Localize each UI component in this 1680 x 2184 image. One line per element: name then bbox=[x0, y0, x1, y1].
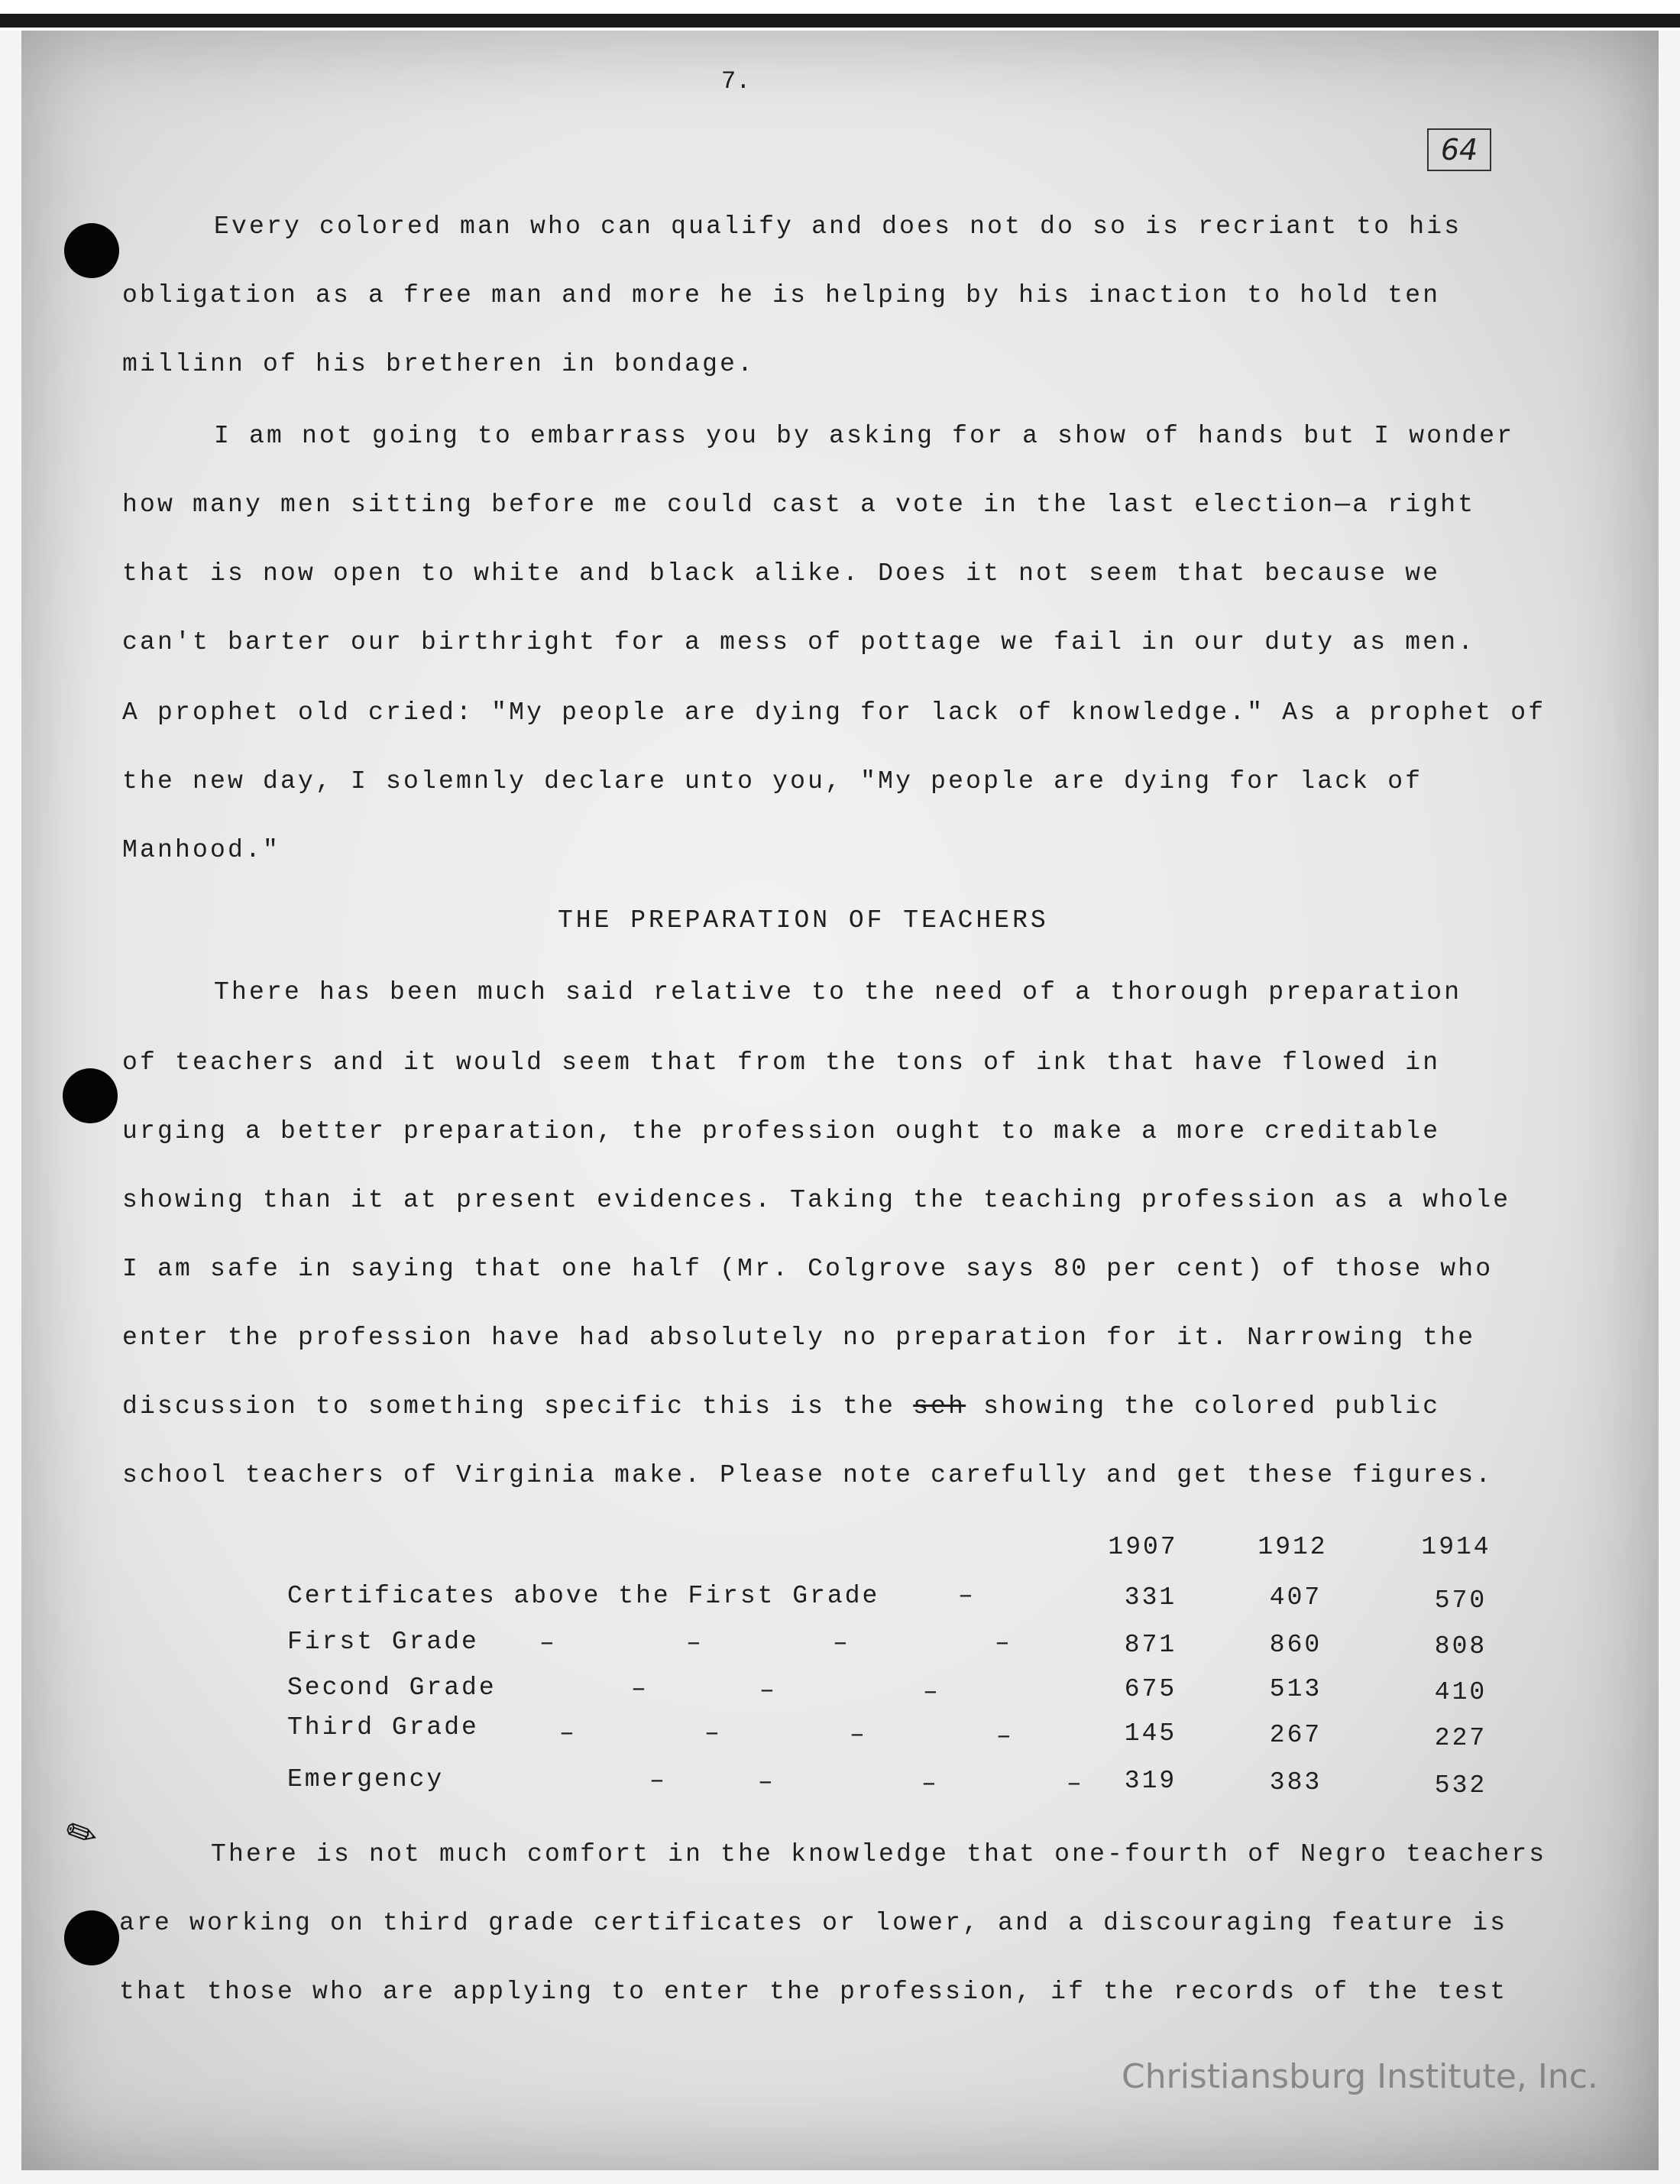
paragraph3-text: showing the colored public bbox=[966, 1392, 1441, 1421]
paragraph4-line: There is not much comfort in the knowledge that one-fourth of Negro teachers bbox=[211, 1840, 1547, 1868]
table-cell: 871 bbox=[1124, 1631, 1177, 1659]
paragraph2-line: that is now open to white and black alike. Does it not seem that because we bbox=[122, 559, 1441, 588]
punch-hole-top bbox=[64, 223, 119, 278]
paragraph4-line: that those who are applying to enter the profession, if the records of the test bbox=[119, 1978, 1508, 2006]
paragraph3-line: of teachers and it would seem that from the tons of ink that have flowed in bbox=[122, 1048, 1441, 1077]
leader-dash: – bbox=[958, 1582, 976, 1610]
paragraph1-line: millinn of his bretheren in bondage. bbox=[122, 350, 756, 378]
table-cell: 227 bbox=[1434, 1724, 1487, 1752]
paragraph2-line: A prophet old cried: "My people are dying for lack of knowledge." As a prophet of bbox=[122, 698, 1546, 727]
leader-dash: – bbox=[631, 1675, 649, 1703]
table-row-label: First Grade bbox=[287, 1628, 479, 1656]
pen-mark: ✎ bbox=[58, 1806, 106, 1865]
table-cell: 319 bbox=[1124, 1767, 1177, 1795]
table-header-1912: 1912 bbox=[1258, 1533, 1328, 1561]
leader-dash: – bbox=[649, 1767, 667, 1795]
leader-dash: – bbox=[759, 1677, 777, 1705]
table-cell: 410 bbox=[1434, 1678, 1487, 1706]
paragraph2-line: how many men sitting before me could cast a vote in the last election—a right bbox=[122, 491, 1476, 519]
table-cell: 860 bbox=[1269, 1631, 1322, 1659]
section-heading: THE PREPARATION OF TEACHERS bbox=[558, 906, 1049, 935]
paragraph3-text: discussion to something specific this is the bbox=[122, 1392, 914, 1421]
paragraph2-line: Manhood." bbox=[122, 836, 281, 864]
paragraph3-line: showing than it at present evidences. Taking the teaching profession as a whole bbox=[122, 1186, 1511, 1214]
leader-dash: – bbox=[559, 1719, 577, 1748]
table-header-1914: 1914 bbox=[1421, 1533, 1491, 1561]
watermark: Christiansburg Institute, Inc. bbox=[1122, 2057, 1598, 2096]
leader-dash: – bbox=[850, 1721, 867, 1749]
leader-dash: – bbox=[539, 1629, 557, 1657]
paragraph3-line bbox=[122, 1392, 1440, 1421]
leader-dash: – bbox=[921, 1770, 939, 1798]
folio-number: 64 bbox=[1427, 128, 1491, 171]
leader-dash: – bbox=[996, 1722, 1014, 1751]
table-cell: 570 bbox=[1434, 1586, 1487, 1615]
table-cell: 513 bbox=[1269, 1675, 1322, 1703]
paragraph3-line: There has been much said relative to the need of a thorough preparation bbox=[214, 978, 1462, 1006]
paragraph2-line: can't barter our birthright for a mess of pottage we fail in our duty as men. bbox=[122, 628, 1476, 656]
table-cell: 532 bbox=[1434, 1771, 1487, 1800]
leader-dash: – bbox=[1067, 1770, 1084, 1798]
paragraph3-line: school teachers of Virginia make. Please note carefully and get these figures. bbox=[122, 1461, 1494, 1489]
struck-out-word: seh bbox=[913, 1392, 966, 1421]
paragraph4-line: are working on third grade certificates or lower, and a discouraging feature is bbox=[119, 1909, 1508, 1937]
paragraph1-line: Every colored man who can qualify and does not do so is recriant to his bbox=[214, 212, 1462, 241]
table-cell: 675 bbox=[1124, 1675, 1177, 1703]
table-row-label: Emergency bbox=[287, 1765, 445, 1794]
punch-hole-bottom bbox=[64, 1910, 119, 1965]
table-cell: 407 bbox=[1269, 1583, 1322, 1612]
paragraph3-line: enter the profession have had absolutely no preparation for it. Narrowing the bbox=[122, 1324, 1476, 1352]
table-cell: 808 bbox=[1434, 1632, 1487, 1661]
leader-dash: – bbox=[686, 1629, 704, 1657]
paragraph3-line: urging a better preparation, the profession ought to make a more creditable bbox=[122, 1117, 1441, 1145]
table-cell: 331 bbox=[1124, 1583, 1177, 1612]
table-row-label: Third Grade bbox=[287, 1713, 479, 1742]
paragraph1-line: obligation as a free man and more he is helping by his inaction to hold ten bbox=[122, 281, 1441, 309]
table-row-label: Certificates above the First Grade bbox=[287, 1582, 880, 1610]
scan-top-band bbox=[0, 0, 1680, 31]
punch-hole-middle bbox=[63, 1068, 118, 1123]
leader-dash: – bbox=[704, 1719, 722, 1748]
table-cell: 383 bbox=[1269, 1768, 1322, 1797]
paragraph2-line: the new day, I solemnly declare unto you, "My people are dying for lack of bbox=[122, 767, 1423, 796]
leader-dash: – bbox=[833, 1629, 850, 1657]
table-header-1907: 1907 bbox=[1108, 1533, 1178, 1561]
table-cell: 145 bbox=[1124, 1719, 1177, 1748]
paragraph2-line: I am not going to embarrass you by asking for a show of hands but I wonder bbox=[214, 422, 1515, 450]
table-row-label: Second Grade bbox=[287, 1674, 497, 1702]
leader-dash: – bbox=[758, 1768, 775, 1797]
leader-dash: – bbox=[923, 1678, 940, 1706]
paragraph3-line: I am safe in saying that one half (Mr. Colgrove says 80 per cent) of those who bbox=[122, 1255, 1494, 1283]
leader-dash: – bbox=[995, 1629, 1012, 1657]
page-number: 7. bbox=[721, 67, 751, 96]
table-cell: 267 bbox=[1269, 1721, 1322, 1749]
